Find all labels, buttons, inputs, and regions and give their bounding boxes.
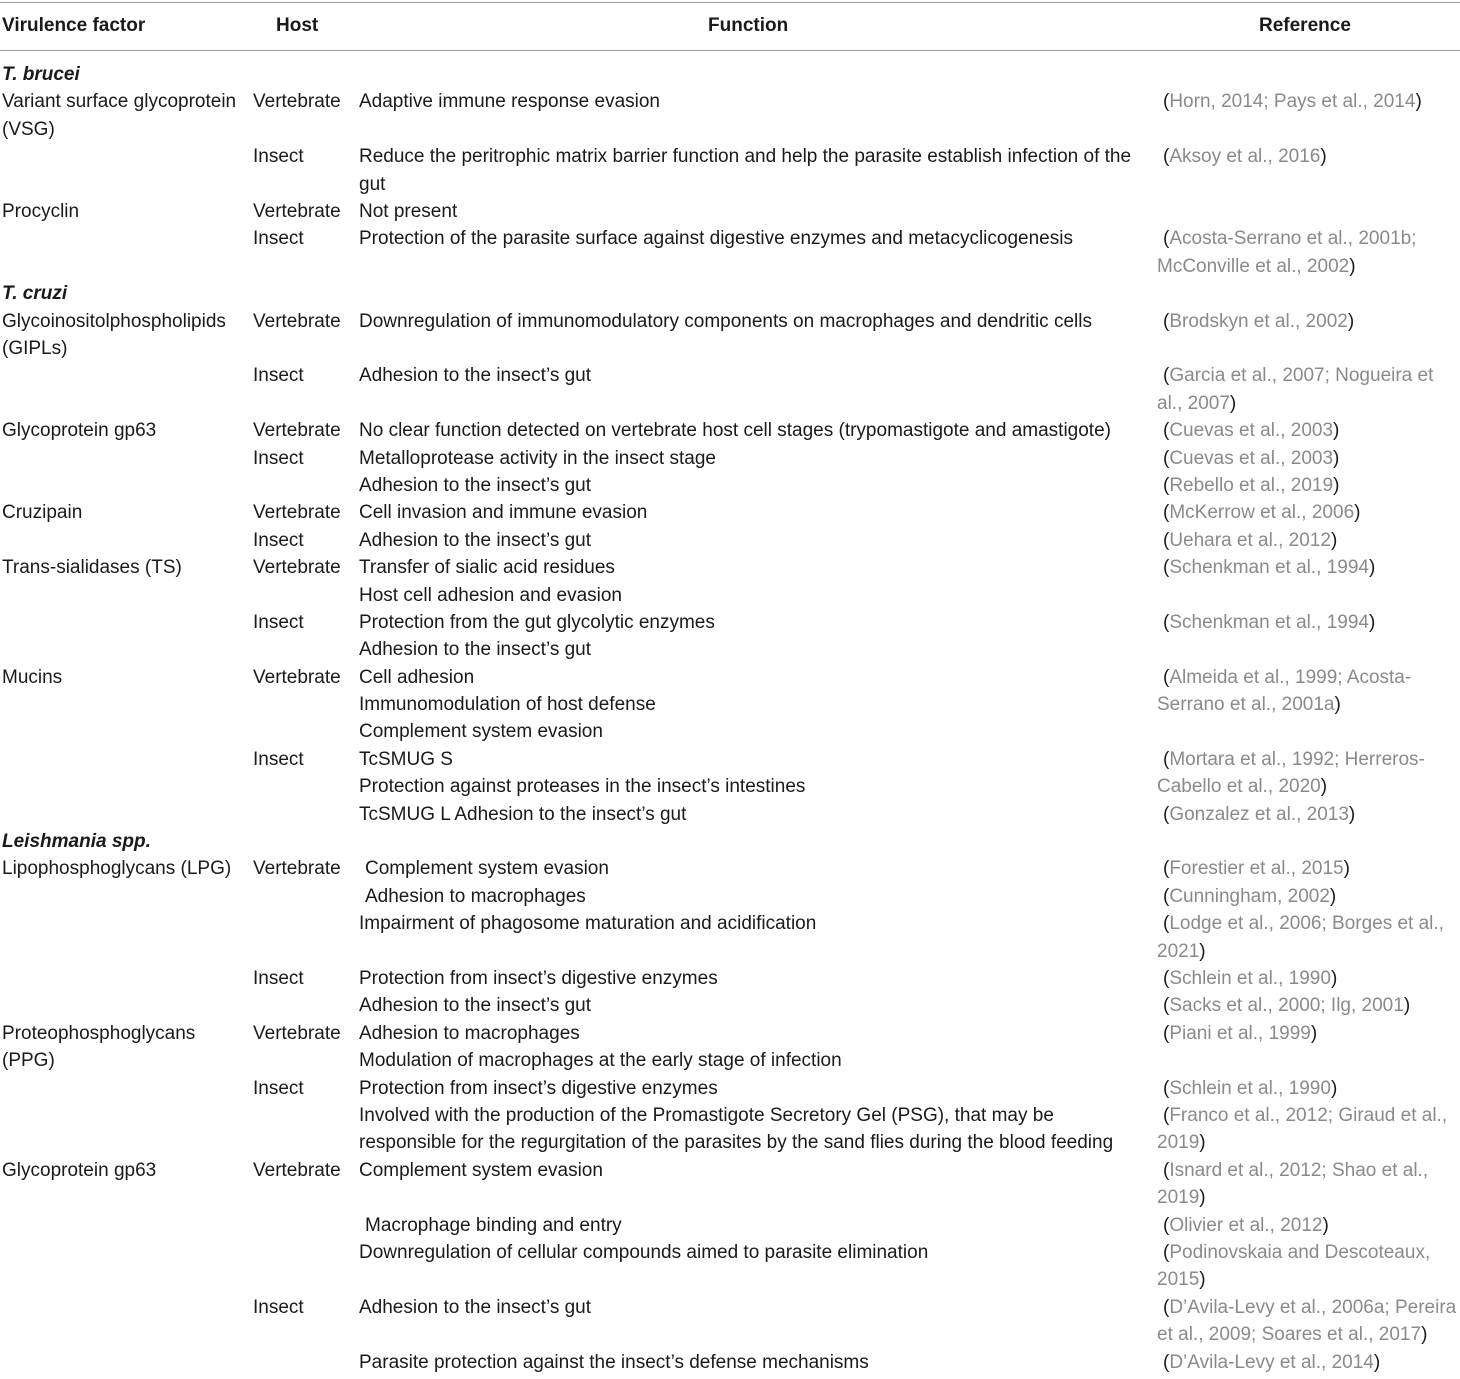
host-cell: Vertebrate bbox=[253, 420, 341, 442]
reference-cell: (Uehara et al., 2012) bbox=[1163, 529, 1338, 551]
table-row bbox=[0, 1349, 1460, 1376]
reference-citation: Olivier et al., 2012 bbox=[1169, 1214, 1323, 1236]
reference-citation: Garcia et al., 2007; Nogueira et al., 2007 bbox=[1157, 365, 1434, 414]
host-cell: Insect bbox=[253, 146, 304, 168]
table-row bbox=[0, 855, 1460, 882]
table-row bbox=[0, 225, 1460, 280]
function-cell: Adhesion to the insect’s gut bbox=[359, 1296, 592, 1318]
header-virulence-factor: Virulence factor bbox=[2, 15, 146, 36]
host-cell: Insect bbox=[253, 365, 304, 387]
virulence-factor-cell: Glycoprotein gp63 bbox=[2, 1159, 157, 1181]
function-cell: Complement system evasion bbox=[359, 721, 603, 743]
host-cell: Vertebrate bbox=[253, 557, 341, 579]
reference-cell: (D’Avila-Levy et al., 2006a; Pereira et al., 2009; Soares et al., 2017) bbox=[1157, 1296, 1457, 1346]
table-row bbox=[0, 527, 1460, 554]
function-cell: Involved with the production of the Promastigote Secretory Gel (PSG), that may be responsible for the regurgitation of the parasites by the sand flies during the blood feeding bbox=[359, 1104, 1114, 1154]
reference-cell: (Cuevas et al., 2003) bbox=[1163, 420, 1340, 442]
section-title: Leishmania spp. bbox=[2, 831, 151, 853]
host-cell: Vertebrate bbox=[253, 858, 341, 880]
function-cell: Adhesion to the insect’s gut bbox=[359, 474, 592, 496]
table-row bbox=[0, 308, 1460, 363]
header-reference: Reference bbox=[1259, 15, 1351, 36]
reference-cell: (Schenkman et al., 1994) bbox=[1163, 557, 1376, 579]
virulence-factor-cell: Lipophosphoglycans (LPG) bbox=[2, 858, 232, 880]
host-cell: Vertebrate bbox=[253, 1022, 341, 1044]
reference-citation: Acosta-Serrano et al., 2001b; McConville et al., 2002 bbox=[1157, 228, 1417, 277]
section-title: T. brucei bbox=[2, 64, 80, 85]
table-row bbox=[0, 992, 1460, 1019]
function-cell: Modulation of macrophages at the early stage of infection bbox=[359, 1050, 842, 1072]
host-cell: Insect bbox=[253, 1296, 304, 1318]
reference-citation: McKerrow et al., 2006 bbox=[1169, 502, 1355, 524]
function-cell: Not present bbox=[359, 200, 458, 222]
reference-cell: (Isnard et al., 2012; Shao et al., 2019) bbox=[1157, 1159, 1429, 1209]
function-cell: TcSMUG L Adhesion to the insect’s gut bbox=[359, 803, 687, 825]
table-row bbox=[0, 554, 1460, 581]
reference-citation: Piani et al., 1999 bbox=[1169, 1022, 1311, 1044]
reference-cell: (Podinovskaia and Descoteaux, 2015) bbox=[1157, 1241, 1431, 1291]
reference-citation: Horn, 2014; Pays et al., 2014 bbox=[1169, 91, 1416, 113]
function-cell: Immunomodulation of host defense bbox=[359, 694, 656, 716]
reference-citation: Lodge et al., 2006; Borges et al., 2021 bbox=[1157, 913, 1444, 962]
reference-citation: Schlein et al., 1990 bbox=[1169, 1077, 1331, 1099]
reference-citation: Sacks et al., 2000; Ilg, 2001 bbox=[1169, 995, 1404, 1017]
function-cell: Macrophage binding and entry bbox=[365, 1214, 622, 1236]
function-cell: Protection from the gut glycolytic enzymes bbox=[359, 611, 715, 633]
function-cell: Adhesion to macrophages bbox=[359, 1022, 580, 1044]
table-row bbox=[0, 582, 1460, 609]
reference-cell: (Franco et al., 2012; Giraud et al., 2019) bbox=[1157, 1104, 1448, 1154]
reference-cell: (Schlein et al., 1990) bbox=[1163, 967, 1338, 989]
table-row bbox=[0, 362, 1460, 417]
function-cell: Adhesion to the insect’s gut bbox=[359, 995, 592, 1017]
virulence-factor-cell: Glycoprotein gp63 bbox=[2, 420, 157, 442]
function-cell: Parasite protection against the insect’s defense mechanisms bbox=[359, 1351, 869, 1373]
host-cell: Vertebrate bbox=[253, 91, 341, 113]
reference-cell: (Lodge et al., 2006; Borges et al., 2021) bbox=[1157, 913, 1444, 962]
function-cell: Protection of the parasite surface against digestive enzymes and metacyclicogenesis bbox=[359, 228, 1073, 250]
table-row bbox=[0, 718, 1460, 745]
section-row bbox=[0, 828, 1460, 855]
reference-citation: Cunningham, 2002 bbox=[1169, 885, 1330, 907]
table-row bbox=[0, 88, 1460, 143]
table-row bbox=[0, 198, 1460, 225]
host-cell: Insect bbox=[253, 529, 304, 551]
table-header bbox=[0, 0, 1460, 50]
table-body bbox=[0, 61, 1460, 1376]
function-cell: TcSMUG S bbox=[359, 748, 453, 770]
table-row bbox=[0, 1212, 1460, 1239]
virulence-factor-cell: Procyclin bbox=[2, 200, 80, 222]
function-cell: Adhesion to macrophages bbox=[365, 885, 586, 907]
virulence-factor-cell: Proteophosphoglycans (PPG) bbox=[2, 1022, 196, 1072]
reference-citation: Brodskyn et al., 2002 bbox=[1169, 310, 1348, 332]
reference-cell: (Horn, 2014; Pays et al., 2014) bbox=[1163, 91, 1422, 113]
virulence-factor-cell: Glycoinositolphospholipids (GIPLs) bbox=[2, 310, 226, 359]
reference-citation: Podinovskaia and Descoteaux, 2015 bbox=[1157, 1241, 1431, 1291]
reference-citation: Cuevas et al., 2003 bbox=[1169, 420, 1334, 442]
function-cell: Complement system evasion bbox=[359, 1159, 603, 1181]
host-cell: Vertebrate bbox=[253, 310, 341, 332]
virulence-factor-cell: Mucins bbox=[2, 666, 63, 688]
header-host: Host bbox=[276, 15, 319, 36]
table-row bbox=[0, 910, 1460, 965]
reference-cell: (Piani et al., 1999) bbox=[1163, 1022, 1318, 1044]
table-row bbox=[0, 499, 1460, 526]
reference-citation: Almeida et al., 1999; Acosta-Serrano et al., 2001a bbox=[1157, 666, 1412, 716]
function-cell: Adaptive immune response evasion bbox=[359, 91, 661, 113]
section-title: T. cruzi bbox=[2, 283, 68, 305]
function-cell: Downregulation of cellular compounds aimed to parasite elimination bbox=[359, 1241, 929, 1263]
reference-cell: (Olivier et al., 2012) bbox=[1163, 1214, 1329, 1236]
table-row bbox=[0, 965, 1460, 992]
reference-citation: Schenkman et al., 1994 bbox=[1169, 557, 1369, 579]
host-cell: Insect bbox=[253, 228, 304, 250]
table-row bbox=[0, 143, 1460, 198]
table-row bbox=[0, 1239, 1460, 1294]
host-cell: Insect bbox=[253, 967, 304, 989]
function-cell: No clear function detected on vertebrate host cell stages (trypomastigote and amastigote) bbox=[359, 420, 1111, 442]
reference-cell: (Rebello et al., 2019) bbox=[1163, 474, 1340, 496]
reference-citation: Forestier et al., 2015 bbox=[1169, 858, 1344, 880]
function-cell: Cell invasion and immune evasion bbox=[359, 502, 648, 524]
reference-cell: (D’Avila-Levy et al., 2014) bbox=[1163, 1351, 1381, 1373]
reference-citation: Schlein et al., 1990 bbox=[1169, 967, 1331, 989]
reference-citation: Uehara et al., 2012 bbox=[1169, 529, 1331, 551]
table-row bbox=[0, 691, 1460, 718]
function-cell: Impairment of phagosome maturation and acidification bbox=[359, 913, 817, 935]
section-row bbox=[0, 61, 1460, 88]
reference-citation: D’Avila-Levy et al., 2006a; Pereira et al., 2009; Soares et al., 2017 bbox=[1157, 1296, 1457, 1346]
function-cell: Protection from insect’s digestive enzymes bbox=[359, 1077, 718, 1099]
reference-citation: Franco et al., 2012; Giraud et al., 2019 bbox=[1157, 1104, 1448, 1154]
function-cell: Metalloprotease activity in the insect stage bbox=[359, 447, 716, 469]
reference-cell: (Acosta-Serrano et al., 2001b; McConville et al., 2002) bbox=[1157, 228, 1417, 277]
host-cell: Insect bbox=[253, 447, 304, 469]
reference-citation: Aksoy et al., 2016 bbox=[1169, 146, 1321, 168]
table-row bbox=[0, 883, 1460, 910]
reference-cell: (Forestier et al., 2015) bbox=[1163, 858, 1350, 880]
section-row bbox=[0, 280, 1460, 307]
function-cell: Protection against proteases in the insect’s intestines bbox=[359, 776, 806, 798]
host-cell: Vertebrate bbox=[253, 1159, 341, 1181]
reference-cell: (Gonzalez et al., 2013) bbox=[1163, 803, 1356, 825]
reference-cell: (Almeida et al., 1999; Acosta-Serrano et al., 2001a) bbox=[1157, 666, 1412, 716]
reference-citation: Isnard et al., 2012; Shao et al., 2019 bbox=[1157, 1159, 1429, 1209]
table-row bbox=[0, 801, 1460, 828]
reference-citation: Gonzalez et al., 2013 bbox=[1169, 803, 1349, 825]
function-cell: Transfer of sialic acid residues bbox=[359, 557, 615, 579]
function-cell: Adhesion to the insect’s gut bbox=[359, 529, 592, 551]
function-cell: Protection from insect’s digestive enzymes bbox=[359, 967, 718, 989]
host-cell: Insect bbox=[253, 748, 304, 770]
host-cell: Vertebrate bbox=[253, 666, 341, 688]
table-row bbox=[0, 773, 1460, 800]
function-cell: Adhesion to the insect’s gut bbox=[359, 639, 592, 661]
reference-cell: (Cuevas et al., 2003) bbox=[1163, 447, 1340, 469]
function-cell: Reduce the peritrophic matrix barrier function and help the parasite establish infection of the gut bbox=[359, 146, 1132, 195]
table-header-rule bbox=[0, 50, 1460, 51]
reference-cell: (Garcia et al., 2007; Nogueira et al., 2007) bbox=[1157, 365, 1434, 414]
reference-cell: (Sacks et al., 2000; Ilg, 2001) bbox=[1163, 995, 1411, 1017]
host-cell: Insect bbox=[253, 611, 304, 633]
function-cell: Downregulation of immunomodulatory components on macrophages and dendritic cells bbox=[359, 310, 1092, 332]
function-cell: Complement system evasion bbox=[365, 858, 609, 880]
reference-cell: (Schenkman et al., 1994) bbox=[1163, 611, 1376, 633]
reference-cell: (Schlein et al., 1990) bbox=[1163, 1077, 1338, 1099]
reference-cell: (Mortara et al., 1992; Herreros-Cabello et al., 2020) bbox=[1157, 748, 1425, 798]
table-row bbox=[0, 1102, 1460, 1157]
virulence-factor-cell: Trans-sialidases (TS) bbox=[2, 557, 182, 579]
table-row bbox=[0, 1047, 1460, 1074]
table-row bbox=[0, 609, 1460, 636]
reference-cell: (Aksoy et al., 2016) bbox=[1163, 146, 1327, 168]
table-row bbox=[0, 1075, 1460, 1102]
table-row bbox=[0, 472, 1460, 499]
function-cell: Adhesion to the insect’s gut bbox=[359, 365, 592, 387]
reference-citation: Mortara et al., 1992; Herreros-Cabello et al., 2020 bbox=[1157, 748, 1425, 798]
virulence-factor-cell: Variant surface glycoprotein (VSG) bbox=[2, 91, 237, 140]
table-row bbox=[0, 445, 1460, 472]
table-row bbox=[0, 1157, 1460, 1212]
reference-citation: Rebello et al., 2019 bbox=[1169, 474, 1334, 496]
header-function: Function bbox=[708, 15, 789, 36]
table-row bbox=[0, 417, 1460, 444]
function-cell: Host cell adhesion and evasion bbox=[359, 584, 623, 606]
reference-citation: D’Avila-Levy et al., 2014 bbox=[1169, 1351, 1374, 1373]
function-cell: Cell adhesion bbox=[359, 666, 475, 688]
reference-cell: (Cunningham, 2002) bbox=[1163, 885, 1337, 907]
reference-citation: Schenkman et al., 1994 bbox=[1169, 611, 1369, 633]
reference-citation: Cuevas et al., 2003 bbox=[1169, 447, 1334, 469]
host-cell: Vertebrate bbox=[253, 200, 341, 222]
table-row bbox=[0, 636, 1460, 663]
virulence-factor-cell: Cruzipain bbox=[2, 502, 83, 524]
reference-cell: (Brodskyn et al., 2002) bbox=[1163, 310, 1355, 332]
reference-cell: (McKerrow et al., 2006) bbox=[1163, 502, 1361, 524]
host-cell: Vertebrate bbox=[253, 502, 341, 524]
table-row bbox=[0, 1294, 1460, 1349]
host-cell: Insect bbox=[253, 1077, 304, 1099]
